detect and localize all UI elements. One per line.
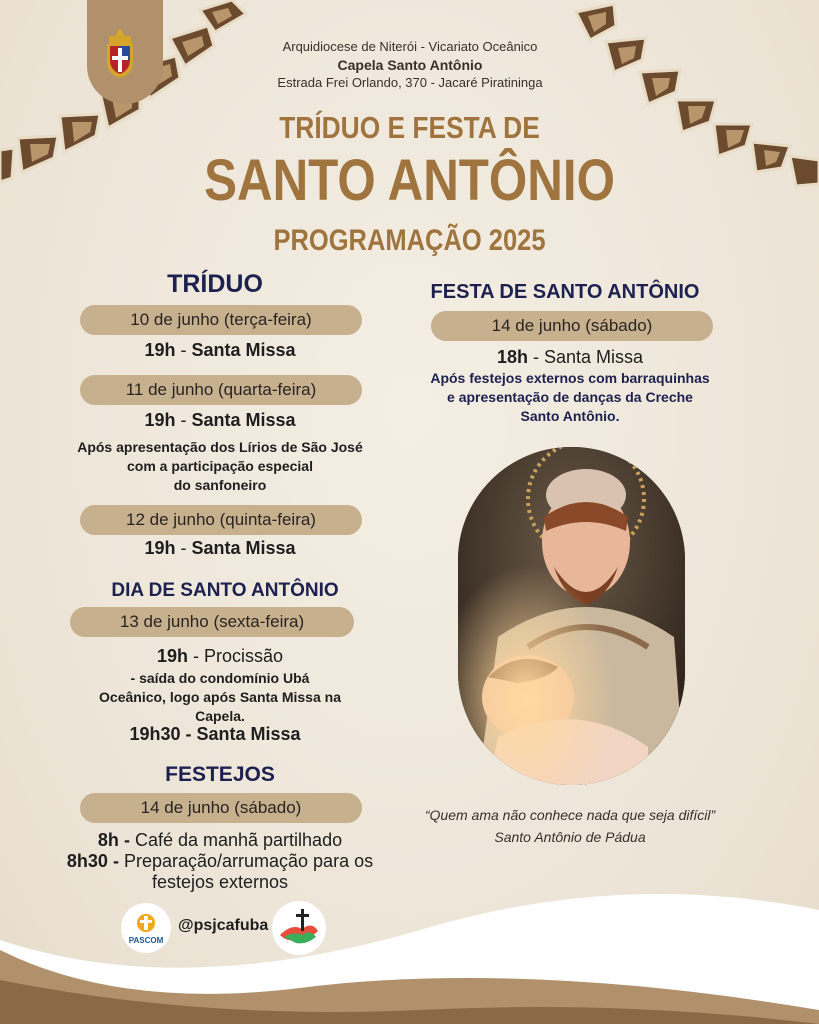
dia-mass: 19h30 - Santa Missa [129, 724, 301, 744]
triduo-day1-date: 10 de junho (terça-feira) [80, 305, 362, 335]
festa-mass: 18h - Santa Missa [496, 347, 644, 367]
header [230, 38, 590, 92]
title-line2: SANTO ANTÔNIO [204, 148, 615, 213]
dia-heading: DIA DE SANTO ANTÔNIO [111, 580, 339, 601]
instagram-handle: @psjcafuba [178, 917, 269, 934]
festejos-date: 14 de junho (sábado) [80, 793, 362, 823]
festa-note: Após festejos externos com barraquinhas e apresentação de danças da Creche Santo Antônio. [430, 370, 710, 424]
dia-procession-note: - saída do condomínio Ubá Oceânico, logo após Santa Missa na Capela. [99, 670, 341, 724]
festejos-heading: FESTEJOS [165, 763, 275, 786]
title-line1: TRÍDUO E FESTA DE [279, 110, 540, 145]
svg-text:PASCOM: PASCOM [128, 936, 164, 945]
dia-procession: 19h - Procissão [156, 646, 284, 666]
festejos-preparation: 8h30 - Preparação/arrumação para os festejos externos [66, 851, 374, 892]
triduo-day3-schedule: 19h - Santa Missa [144, 538, 296, 558]
pascom-logo-icon [121, 903, 171, 953]
festejos-breakfast: 8h - Café da manhã partilhado [97, 830, 343, 850]
title-line3: PROGRAMAÇÃO 2025 [273, 224, 546, 257]
chapel-name: Capela Santo Antônio [337, 57, 483, 73]
triduo-day3-date: 12 de junho (quinta-feira) [80, 505, 362, 535]
dia-date: 13 de junho (sexta-feira) [70, 607, 354, 637]
triduo-day2-schedule: 19h - Santa Missa [144, 410, 296, 430]
triduo-day1-schedule: 19h - Santa Missa [144, 340, 296, 360]
parish-logo-icon [272, 901, 326, 955]
archdiocese-line: Arquidiocese de Niterói - Vicariato Oceânico [282, 39, 538, 54]
triduo-heading: TRÍDUO [167, 270, 263, 298]
triduo-day2-date: 11 de junho (quarta-feira) [80, 375, 362, 405]
chapel-address: Estrada Frei Orlando, 370 - Jacaré Piratininga [277, 75, 543, 90]
saint-anthony-photo [458, 447, 685, 785]
quote-author: Santo Antônio de Pádua [494, 829, 646, 845]
triduo-day2-note: Após apresentação dos Lírios de São José com a participação especial do sanfoneiro [77, 439, 363, 493]
festa-date: 14 de junho (sábado) [431, 311, 713, 341]
archdiocese-crest-icon [101, 26, 139, 80]
quote-text: “Quem ama não conhece nada que seja difícil” [424, 807, 716, 823]
festa-heading: FESTA DE SANTO ANTÔNIO [430, 281, 700, 303]
quote [370, 804, 770, 848]
